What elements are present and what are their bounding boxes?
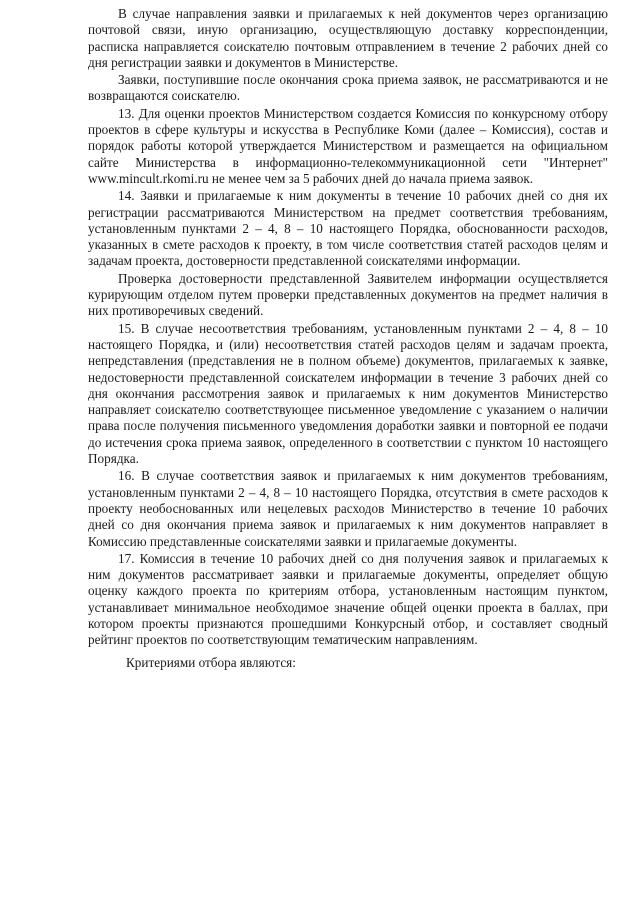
paragraph-15-noncompliance: 15. В случае несоответствия требованиям, установленным пунктами 2 – 4, 8 – 10 настоящего Порядка, и (или) несоответствия статей расходов целям и задачам проекта, непредставления (представления не в полном объеме) документов, прилагаемых к заявке, недостоверности представленной соискателем информации в течение 3 рабочих дней со дня окончания рассмотрения заявок и прилагаемых к ним документов Министерство направляет соискателю соответствующее письменное уведомление с указанием о наличии права после получения письменного уведомления доработки заявки и повторной ее подачи до истечения срока приема заявок, определенного в соответствии с пунктом 10 настоящего Порядка. [88,320,608,467]
paragraph-verification: Проверка достоверности представленной Заявителем информации осуществляется курирующим отделом путем проверки представленных документов на предмет наличия в них противоречивых сведений. [88,270,608,319]
criteria-intro: Критериями отбора являются: [126,654,296,670]
paragraph-17-evaluation: 17. Комиссия в течение 10 рабочих дней со дня получения заявок и прилагаемых к ним документов рассматривает заявки и прилагаемые документы, определяет общую оценку каждого проекта по критериям отбора, установленным настоящим пунктом, устанавливает минимальное необходимое значение общей оценки проекта в баллах, при котором проекты признаются прошедшими Конкурсный отбор, и составляет сводный рейтинг проектов по соответствующим тематическим направлениям. [88,550,608,648]
paragraph-14-review: 14. Заявки и прилагаемые к ним документы в течение 10 рабочих дней со дня их регистрации рассматриваются Министерством на предмет соответствия требованиям, установленным пунктами 2 – 4, 8 – 10 настоящего Порядка, обоснованности расходов, указанных в смете расходов к проекту, в том числе соответствия статей расходов целям и задачам проекта, достоверности представленной соискателями информации. [88,188,608,269]
paragraph-late-applications: Заявки, поступившие после окончания срока приема заявок, не рассматриваются и не возвращаются соискателю. [88,72,608,104]
paragraph-13-commission: 13. Для оценки проектов Министерством создается Комиссия по конкурсному отбору проектов в сфере культуры и искусства в Республике Коми (далее – Комиссия), состав и порядок работы которой утверждается Министерством и размещается на официальном сайте Министерства в информационно-телекоммуникационной сети "Интернет" www.mincult.rkomi.ru не менее чем за 5 рабочих дней до начала приема заявок. [88,105,608,186]
paragraph-mail-delivery: В случае направления заявки и прилагаемых к ней документов через организацию почтовой связи, иную организацию, осуществляющую доставку корреспонденции, расписка направляется соискателю почтовым отправлением в течение 2 рабочих дней со дня регистрации заявки и документов в Министерстве. [88,6,608,70]
paragraph-16-compliance: 16. В случае соответствия заявок и прилагаемых к ним документов требованиям, установленным пунктами 2 – 4, 8 – 10 настоящего Порядка, отсутствия в смете расходов к проекту необоснованных или нецелевых расходов Министерство в течение 10 рабочих дней со дня окончания приема заявок и прилагаемых к ним документов направляет в Комиссию представленные соискателями заявки и прилагаемые документы. [88,468,608,549]
